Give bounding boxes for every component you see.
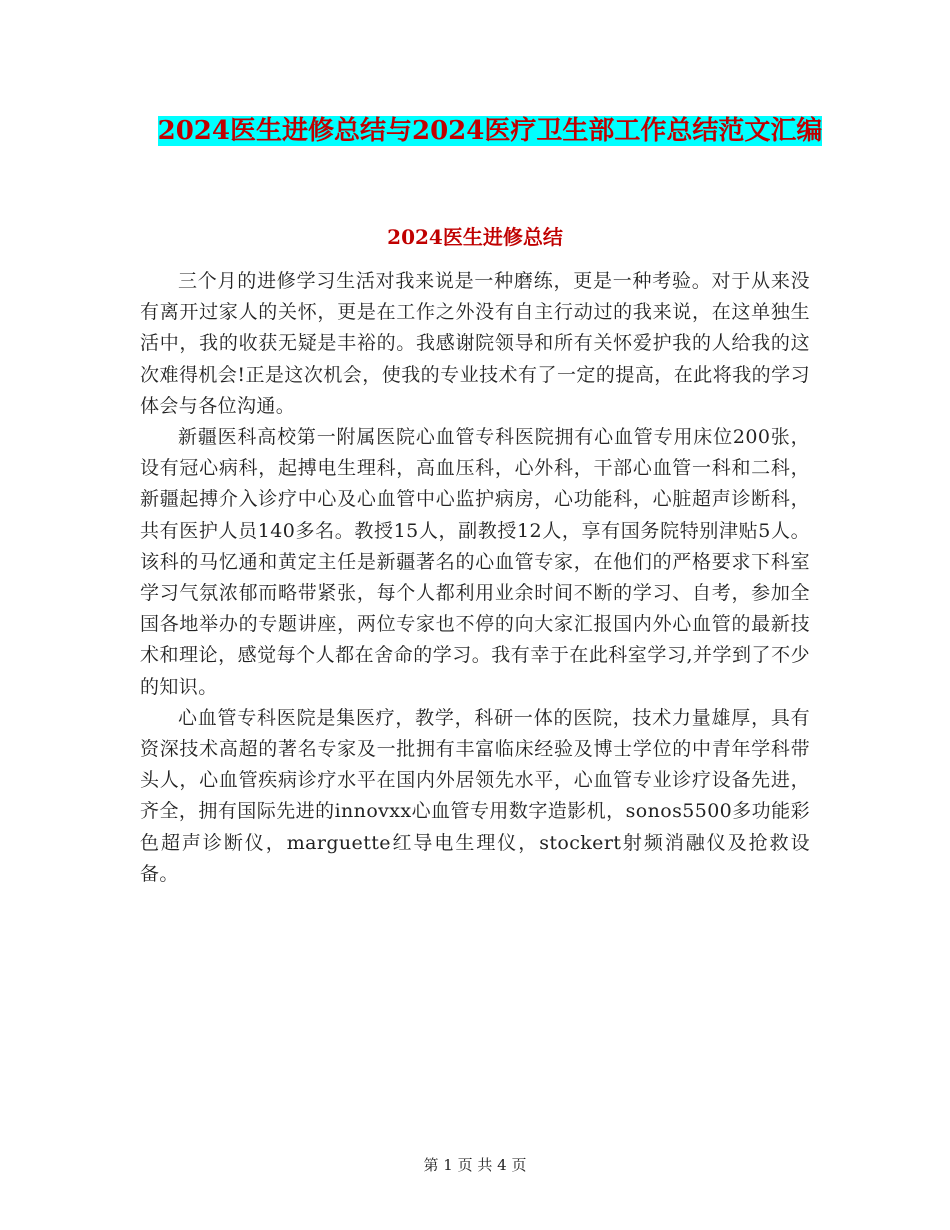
page-footer: 第 1 页 共 4 页 <box>423 1156 527 1174</box>
section-heading: 2024医生进修总结 <box>387 225 563 249</box>
paragraph: 新疆医科高校第一附属医院心血管专科医院拥有心血管专用床位200张，设有冠心病科，起搏电生理科，高血压科，心外科，干部心血管一科和二科，新疆起搏介入诊疗中心及心血管中心监护病房，心功能科，心脏超声诊断科，共有医护人员140多名。教授15人，副教授12人，享有国务院特别津贴5人。该科的马忆通和黄定主任是新疆著名的心血管专家，在他们的严格要求下科室学习气氛浓郁而略带紧张，每个人都利用业余时间不断的学习、自考，参加全国各地举办的专题讲座，两位专家也不停的向大家汇报国内外心血管的最新技术和理论，感觉每个人都在舍命的学习。我有幸于在此科室学习,并学到了不少的知识。 <box>140 426 810 698</box>
document-body <box>140 266 810 890</box>
page-title-text: 2024医生进修总结与2024医疗卫生部工作总结范文汇编 <box>157 116 823 146</box>
page-title <box>140 110 840 152</box>
paragraph: 心血管专科医院是集医疗，教学，科研一体的医院，技术力量雄厚，具有资深技术高超的著名专家及一批拥有丰富临床经验及博士学位的中青年学科带头人，心血管疾病诊疗水平在国内外居领先水平，心血管专业诊疗设备先进，齐全，拥有国际先进的innovxx心血管专用数字造影机，sonos5500多功能彩色超声诊断仪，marguette红导电生理仪，stockert射频消融仪及抢救设备。 <box>140 706 810 885</box>
paragraph: 三个月的进修学习生活对我来说是一种磨练，更是一种考验。对于从来没有离开过家人的关怀，更是在工作之外没有自主行动过的我来说，在这单独生活中，我的收获无疑是丰裕的。我感谢院领导和所有关怀爱护我的人给我的这次难得机会!正是这次机会，使我的专业技术有了一定的提高，在此将我的学习体会与各位沟通。 <box>140 270 810 417</box>
